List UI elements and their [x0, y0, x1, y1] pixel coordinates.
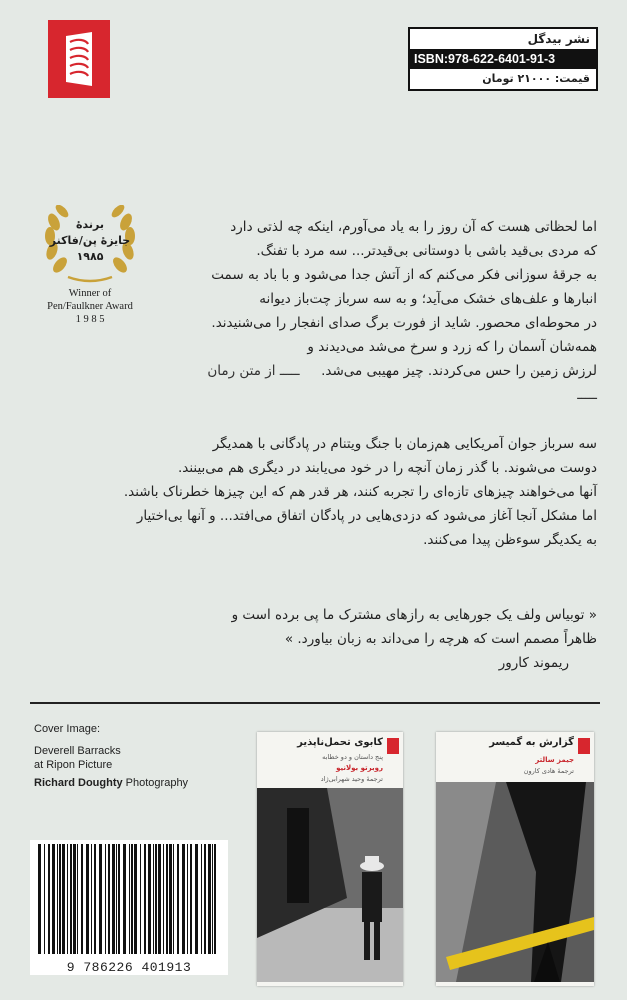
award-year-en: 1 9 8 5 — [75, 314, 105, 325]
summary — [37, 432, 597, 552]
isbn: ISBN:978-622-6401-91-3 — [410, 49, 596, 69]
barcode-digits: 9 786226 401913 — [30, 960, 228, 975]
photographer-name: Richard Doughty — [34, 777, 123, 789]
summary-line: به یکدیگر سوءظن پیدا می‌کنند. — [423, 532, 597, 548]
quote-line: « توبیاس ولف یک جورهایی به رازهای مشترک ما پی برده است و — [231, 607, 597, 623]
summary-line: دوست می‌شوند. با گذر زمان آنچه را در خود می‌یابند در دیگری هم می‌بینند. — [177, 460, 597, 476]
award-badge — [20, 205, 160, 326]
quote-line: ظاهراً مصمم است که هرچه را می‌داند به زبان بیاورد. » — [284, 631, 597, 647]
book-title: گزارش به گمیسر — [489, 737, 574, 748]
cover-photo — [257, 788, 403, 986]
award-label-en-2: Pen/Faulkner Award — [47, 301, 133, 312]
publisher-mini-logo-icon — [578, 738, 590, 754]
publisher-logo — [48, 20, 110, 98]
quote-author: ریموند کارور — [498, 655, 569, 671]
excerpt-line: اما لحظاتی هست که آن روز را به یاد می‌آورم، اینکه چه لذتی دارد — [230, 219, 597, 235]
book-author: روبرتو بولانیو — [336, 764, 383, 772]
blurb-quote — [37, 603, 597, 675]
excerpt-line: به جرقهٔ سوزانی فکر می‌کنم که از آتش جدا می‌شود و با باد به سمت — [211, 267, 597, 283]
book-title: کابوی تحمل‌ناپذیر — [297, 737, 383, 748]
award-label-fa-1: برندهٔ — [76, 218, 104, 231]
publisher-mini-logo-icon — [387, 738, 399, 754]
related-book-cover — [257, 732, 403, 986]
barcode-bars — [36, 844, 222, 956]
award-label-fa-2: جایزهٔ پن/فاکنر — [49, 234, 131, 247]
cover-credit-line: at Ripon Picture — [34, 759, 113, 771]
summary-line: اما مشکل آنجا آغاز می‌شود که دزدی‌هایی در پادگان اتفاق می‌افتد... و آنها بی‌اختیار — [136, 508, 597, 524]
price: قیمت: ۲۱۰۰۰ تومان — [482, 72, 590, 85]
cover-credit — [34, 722, 188, 794]
divider — [30, 702, 600, 704]
book-translator: ترجمهٔ هادی کارون — [523, 767, 574, 775]
excerpt-line: انبارها و علف‌های خشک می‌آید؛ و به سه سرباز چت‌باز دیوانه — [259, 291, 597, 307]
cover-credit-line: Deverell Barracks — [34, 745, 121, 757]
cover-photo — [436, 782, 594, 986]
summary-line: سه سرباز جوان آمریکایی هم‌زمان با جنگ ویتنام در پادگانی با همدیگر — [212, 436, 597, 452]
award-year-fa: ۱۹۸۵ — [76, 250, 104, 263]
publisher-name: نشر بیدگل — [527, 32, 590, 46]
book-translator: ترجمهٔ وحید شهرابی‌ژاد — [320, 775, 383, 783]
cover-credit-heading: Cover Image: — [34, 723, 101, 735]
related-book-cover — [436, 732, 594, 986]
photographer-suffix: Photography — [122, 777, 189, 789]
summary-line: آنها می‌خواهند چیزهای تازه‌ای را تجربه کنند، هر قدر هم که این چیزها خطرناک باشند. — [123, 484, 597, 500]
excerpt-line: که مردی بی‌قید باشی با دوستانی بی‌قیدتر... سه مرد با تفنگ. — [256, 243, 597, 259]
book-subtitle: پنج داستان و دو خطابه — [322, 753, 383, 761]
excerpt-line: همه‌شان آسمان را که زرد و سرخ می‌شد می‌دیدند و — [307, 339, 597, 355]
excerpt-line: در محوطه‌ای محصور. شاید از فورت برگ صدای انفجار را می‌شنیدند. — [211, 315, 597, 331]
excerpt — [197, 215, 597, 407]
book-author: جیمز سالتر — [535, 756, 574, 764]
award-label-en-1: Winner of — [68, 288, 112, 299]
excerpt-line: لرزش زمین را حس می‌کردند. چیز مهیبی می‌شد. — [321, 363, 597, 379]
publisher-info-box — [408, 27, 598, 91]
excerpt-source: ـــــ از متن رمان ـــــ — [207, 363, 597, 403]
barcode — [30, 840, 228, 975]
